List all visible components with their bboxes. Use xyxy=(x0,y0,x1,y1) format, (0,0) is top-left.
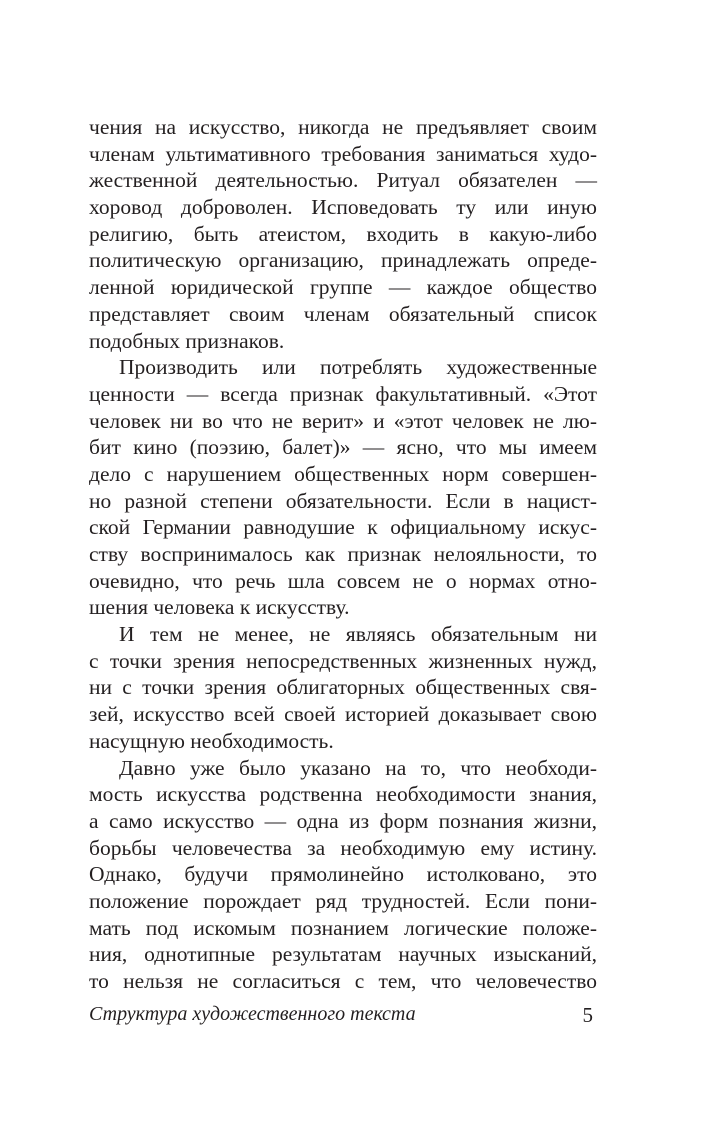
page-number: 5 xyxy=(582,1003,593,1027)
text-line: бит кино (поэзию, балет)» — ясно, что мы имеем xyxy=(89,435,597,460)
text-line: ской Германии равнодушие к официальному искус- xyxy=(89,515,597,540)
text-line: представляет своим членам обязательный список xyxy=(89,301,597,326)
text-line: а само искусство — одна из форм познания жизни, xyxy=(89,808,597,833)
text-line: членам ультимативного требования заниматься худо- xyxy=(89,141,597,166)
text-line: ни с точки зрения облигаторных общественных свя- xyxy=(89,675,597,700)
running-title: Структура художественного текста xyxy=(89,1003,416,1025)
text-line: очевидно, что речь шла совсем не о нормах отно- xyxy=(89,568,597,593)
text-line: Однако, будучи прямолинейно истолковано, это xyxy=(89,862,597,887)
paragraph xyxy=(89,621,597,754)
text-line: насущную необходимость. xyxy=(89,728,334,753)
text-line: дело с нарушением общественных норм совершен- xyxy=(89,461,597,486)
text-line: ценности — всегда признак факультативный. «Этот xyxy=(89,381,597,406)
text-line: то нельзя не согласиться с тем, что человечество xyxy=(89,969,597,993)
text-line: Производить или потреблять художественные xyxy=(119,355,597,380)
text-line: чения на искусство, никогда не предъявляет своим xyxy=(89,115,597,139)
text-line: человек ни во что не верит» и «этот человек не лю- xyxy=(89,408,597,433)
text-line: шения человека к искусству. xyxy=(89,595,350,620)
text-line: мость искусства родственна необходимости знания, xyxy=(89,782,597,807)
text-line: хоровод доброволен. Исповедовать ту или иную xyxy=(89,195,597,220)
text-line: ленной юридической группе — каждое общество xyxy=(89,275,597,300)
paragraph xyxy=(89,755,597,995)
text-line: религию, быть атеистом, входить в какую-либо xyxy=(89,221,597,246)
text-line: ству воспринималось как признак нелояльности, то xyxy=(89,542,597,566)
text-line: подобных признаков. xyxy=(89,328,285,353)
text-line: но разной степени обязательности. Если в нацист- xyxy=(89,488,597,513)
text-line: политическую организацию, принадлежать опреде- xyxy=(89,248,597,273)
page-body xyxy=(89,114,597,995)
page-footer xyxy=(89,1003,597,1033)
text-line: мать под искомым познанием логические положе- xyxy=(89,915,597,940)
paragraph xyxy=(89,354,597,621)
text-line: положение порождает ряд трудностей. Если пони- xyxy=(89,888,597,913)
text-line: ния, однотипные результатам научных изысканий, xyxy=(89,942,597,967)
text-line: И тем не менее, не являясь обязательным ни xyxy=(119,622,597,647)
text-line: жественной деятельностью. Ритуал обязателен — xyxy=(89,168,597,193)
text-line: борьбы человечества за необходимую ему истину. xyxy=(89,835,597,860)
text-line: Давно уже было указано на то, что необходи- xyxy=(119,755,597,780)
text-line: зей, искусство всей своей историей доказывает свою xyxy=(89,702,597,727)
paragraph xyxy=(89,114,597,354)
text-line: с точки зрения непосредственных жизненных нужд, xyxy=(89,648,597,673)
